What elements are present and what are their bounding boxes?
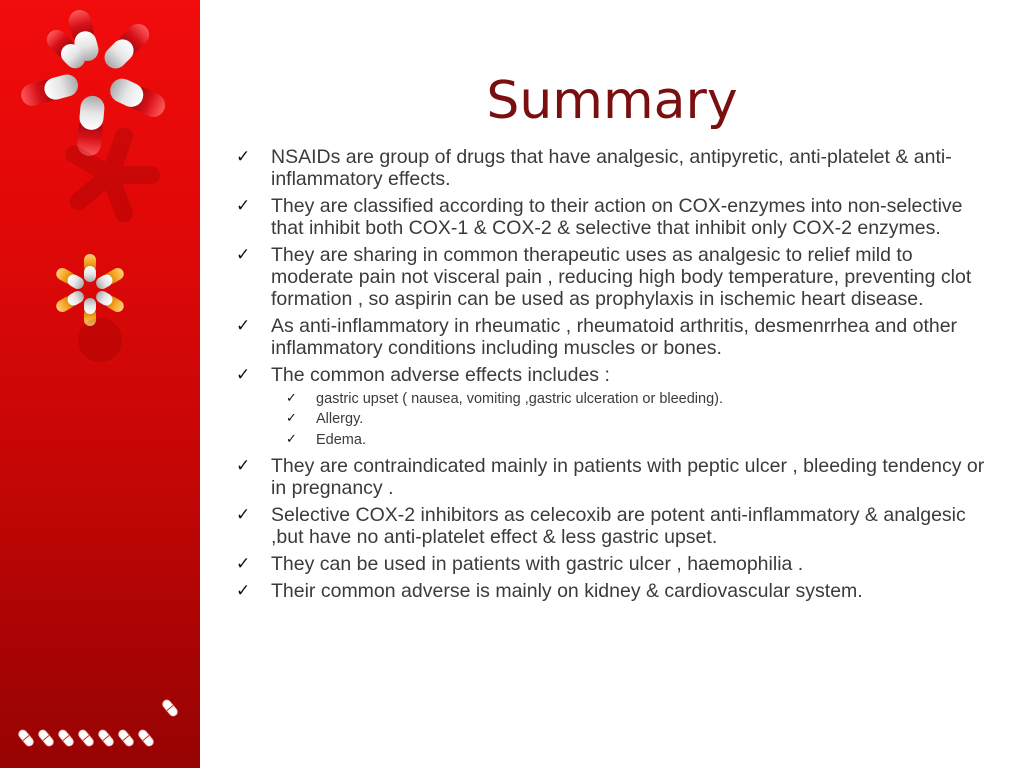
bullet-text: NSAIDs are group of drugs that have analgesic, antipyretic, anti-platelet & anti-inflammatory effects. bbox=[271, 146, 952, 190]
checkmark-icon: ✓ bbox=[236, 505, 251, 526]
checkmark-icon: ✓ bbox=[236, 316, 251, 337]
capsule-row-icon bbox=[17, 699, 179, 748]
bullet-list bbox=[236, 147, 996, 609]
bullet-text: They are contraindicated mainly in patients with peptic ulcer , bleeding tendency or in pregnancy . bbox=[271, 454, 985, 499]
bullet-item bbox=[236, 196, 996, 240]
sub-bullet-item bbox=[286, 389, 996, 410]
bullet-text: They can be used in patients with gastric ulcer , haemophilia . bbox=[271, 553, 804, 576]
bullet-item bbox=[236, 245, 996, 310]
sub-bullet-item bbox=[286, 409, 996, 430]
capsule-cluster-large-icon bbox=[19, 8, 169, 157]
checkmark-icon: ✓ bbox=[236, 554, 251, 575]
checkmark-icon: ✓ bbox=[236, 245, 251, 266]
sub-bullet-text: Allergy. bbox=[316, 411, 364, 428]
bullet-text: The common adverse effects includes : bbox=[271, 364, 610, 387]
sub-bullet-text: Edema. bbox=[316, 431, 366, 448]
checkmark-icon: ✓ bbox=[236, 147, 251, 167]
checkmark-icon: ✓ bbox=[236, 196, 251, 217]
capsule-cluster-small-icon bbox=[54, 254, 126, 326]
page-title: Summary bbox=[486, 70, 738, 131]
checkmark-icon: ✓ bbox=[236, 455, 251, 476]
checkmark-icon: ✓ bbox=[286, 390, 297, 406]
checkmark-icon: ✓ bbox=[286, 411, 297, 427]
bullet-item bbox=[236, 505, 996, 549]
bullet-item bbox=[236, 365, 996, 450]
checkmark-icon: ✓ bbox=[286, 431, 297, 447]
bullet-text: They are classified according to their action on COX-enzymes into non-selective that inhibit both COX-1 & COX-2 & selective that inhibit only COX-2 enzymes. bbox=[271, 195, 963, 239]
bullet-item bbox=[236, 316, 996, 360]
bullet-text: They are sharing in common therapeutic uses as analgesic to relief mild to moderate pain not visceral pain , reducing high body temperature, preventing clot formation , so aspirin can be used as prophylaxis in ischemic heart disease. bbox=[271, 244, 972, 310]
checkmark-icon: ✓ bbox=[236, 365, 251, 386]
bullet-item bbox=[236, 581, 996, 603]
capsule-artwork bbox=[0, 0, 200, 768]
bullet-text: As anti-inflammatory in rheumatic , rheumatoid arthritis, desmenrrhea and other inflammatory conditions including muscles or bones. bbox=[271, 315, 958, 359]
sub-bullet-list bbox=[271, 389, 996, 451]
bullet-item bbox=[236, 554, 996, 576]
sub-bullet-item bbox=[286, 430, 996, 451]
bullet-item bbox=[236, 147, 996, 191]
bullet-item bbox=[236, 456, 996, 500]
sub-bullet-text: gastric upset ( nausea, vomiting ,gastric ulceration or bleeding). bbox=[316, 390, 724, 407]
sidebar-decoration bbox=[0, 0, 200, 768]
bullet-text: Selective COX-2 inhibitors as celecoxib are potent anti-inflammatory & analgesic ,but have no anti-platelet effect & less gastric upset. bbox=[271, 504, 966, 548]
checkmark-icon: ✓ bbox=[236, 581, 251, 602]
bullet-text: Their common adverse is mainly on kidney & cardiovascular system. bbox=[271, 580, 863, 603]
